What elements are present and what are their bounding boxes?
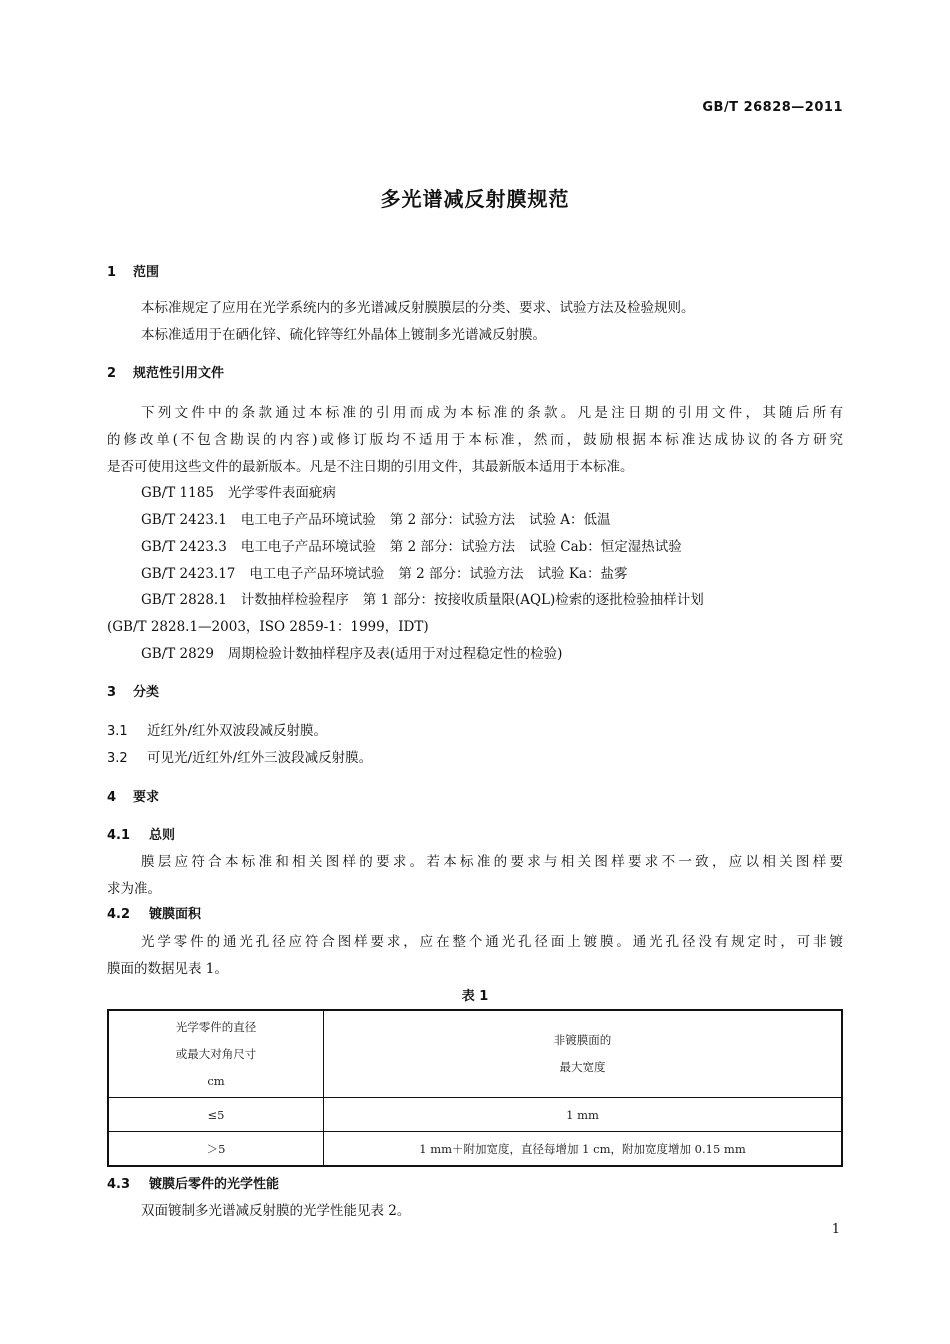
reference-code: GB/T 1185 [141,485,214,501]
reference-continuation: (GB/T 2828.1—2003，ISO 2859-1：1999，IDT) [107,619,429,635]
paragraph-line: 求为准。 [107,881,161,897]
section-title: 分类 [133,685,160,700]
section-number: 1 [107,265,117,280]
section-4-heading [107,786,159,805]
table-caption: 表 1 [461,989,489,1004]
reference-item [141,481,336,501]
section-title: 范围 [133,265,160,280]
paragraph: 本标准规定了应用在光学系统内的多光谱减反射膜膜层的分类、要求、试验方法及检验规则。 [141,300,695,316]
reference-part: 第 2 部分：试验方法 [389,539,515,555]
subsection-number: 4.3 [107,1177,131,1192]
paragraph-line: 下列文件中的条款通过本标准的引用而成为本标准的条款。凡是注日期的引用文件，其随后所有 [141,405,843,421]
paragraph-line: 光学零件的通光孔径应符合图样要求，应在整个通光孔径面上镀膜。通光孔径没有规定时，可非镀 [141,934,843,950]
reference-test: 试验 Ka：盐雾 [537,566,628,582]
reference-part: 第 2 部分：试验方法 [398,566,524,582]
table-row [108,1132,842,1167]
reference-code: GB/T 2829 [141,646,214,662]
reference-title: 电工电子产品环境试验 [240,539,376,555]
header-line: 非镀膜面的 [553,1033,612,1047]
paragraph-line: 双面镀制多光谱减反射膜的光学性能见表 2。 [141,1203,411,1219]
table-header-row [108,1010,842,1098]
paragraph: 本标准适用于在硒化锌、硫化锌等红外晶体上镀制多光谱减反射膜。 [141,327,546,343]
item-text: 可见光/近红外/红外三波段减反射膜。 [147,750,373,766]
reference-title: 电工电子产品环境试验 [249,566,385,582]
reference-code: GB/T 2423.1 [141,512,227,528]
classification-item [107,746,372,766]
section-title: 要求 [133,790,160,805]
section-number: 3 [107,685,117,700]
reference-code: GB/T 2828.1 [141,592,227,608]
paragraph-line: 的修改单(不包含勘误的内容)或修订版均不适用于本标准，然而，鼓励根据本标准达成协议的各方研究 [107,432,843,448]
subsection-title: 总则 [149,828,176,843]
section-number: 2 [107,366,117,381]
section-2-heading [107,362,224,381]
table-row [108,1098,842,1132]
classification-item [107,719,327,739]
header-line: cm [207,1073,225,1088]
section-number: 4 [107,790,117,805]
item-number: 3.1 [107,724,128,739]
subsection-number: 4.2 [107,907,131,922]
reference-test: 试验 Cab：恒定湿热试验 [528,539,682,555]
subsection-4-3-heading [107,1173,279,1192]
standard-number: GB/T 26828—2011 [702,100,843,115]
reference-code: GB/T 2423.17 [141,566,236,582]
table-cell-width: 1 mm [324,1098,843,1132]
page-number: 1 [831,1222,840,1237]
document-title: 多光谱减反射膜规范 [380,187,570,211]
header-line: 最大宽度 [559,1060,606,1074]
subsection-number: 4.1 [107,828,131,843]
reference-item [141,588,718,608]
paragraph-line: 膜面的数据见表 1。 [107,961,228,977]
paragraph-line: 是否可使用这些文件的最新版本。凡是不注日期的引用文件，其最新版本适用于本标准。 [107,459,634,475]
header-line: 或最大对角尺寸 [175,1046,257,1061]
table-cell-width: 1 mm＋附加宽度，直径每增加 1 cm，附加宽度增加 0.15 mm [324,1132,843,1167]
item-text: 近红外/红外双波段减反射膜。 [147,723,328,739]
reference-item [141,562,627,582]
reference-title: 电工电子产品环境试验 [240,512,376,528]
reference-code: GB/T 2423.3 [141,539,227,555]
table-header-width [324,1010,843,1098]
reference-test: 试验 A：低温 [528,512,611,528]
table-cell-diameter: ≤5 [108,1098,324,1132]
reference-title: 光学零件表面疵病 [227,485,336,501]
table-cell-diameter: ＞5 [108,1132,324,1167]
item-number: 3.2 [107,751,128,766]
reference-item [141,535,682,555]
header-line: 光学零件的直径 [175,1019,257,1034]
subsection-title: 镀膜面积 [149,907,202,922]
reference-item [141,642,562,662]
paragraph-line: 膜层应符合本标准和相关图样的要求。若本标准的要求与相关图样要求不一致，应以相关图样要 [141,854,843,870]
section-3-heading [107,681,159,700]
section-1-heading [107,261,159,280]
subsection-4-2-heading [107,903,201,922]
reference-item [141,508,611,528]
table-1 [107,1009,843,1167]
reference-part: 第 1 部分：按接收质量限(AQL)检索的逐批检验抽样计划 [362,592,704,608]
reference-title: 周期检验计数抽样程序及表(适用于对过程稳定性的检验) [227,646,563,662]
table-header-diameter [108,1010,324,1098]
subsection-4-1-heading [107,824,175,843]
subsection-title: 镀膜后零件的光学性能 [149,1177,280,1192]
reference-part: 第 2 部分：试验方法 [389,512,515,528]
section-title: 规范性引用文件 [133,366,225,381]
reference-title: 计数抽样检验程序 [240,592,349,608]
